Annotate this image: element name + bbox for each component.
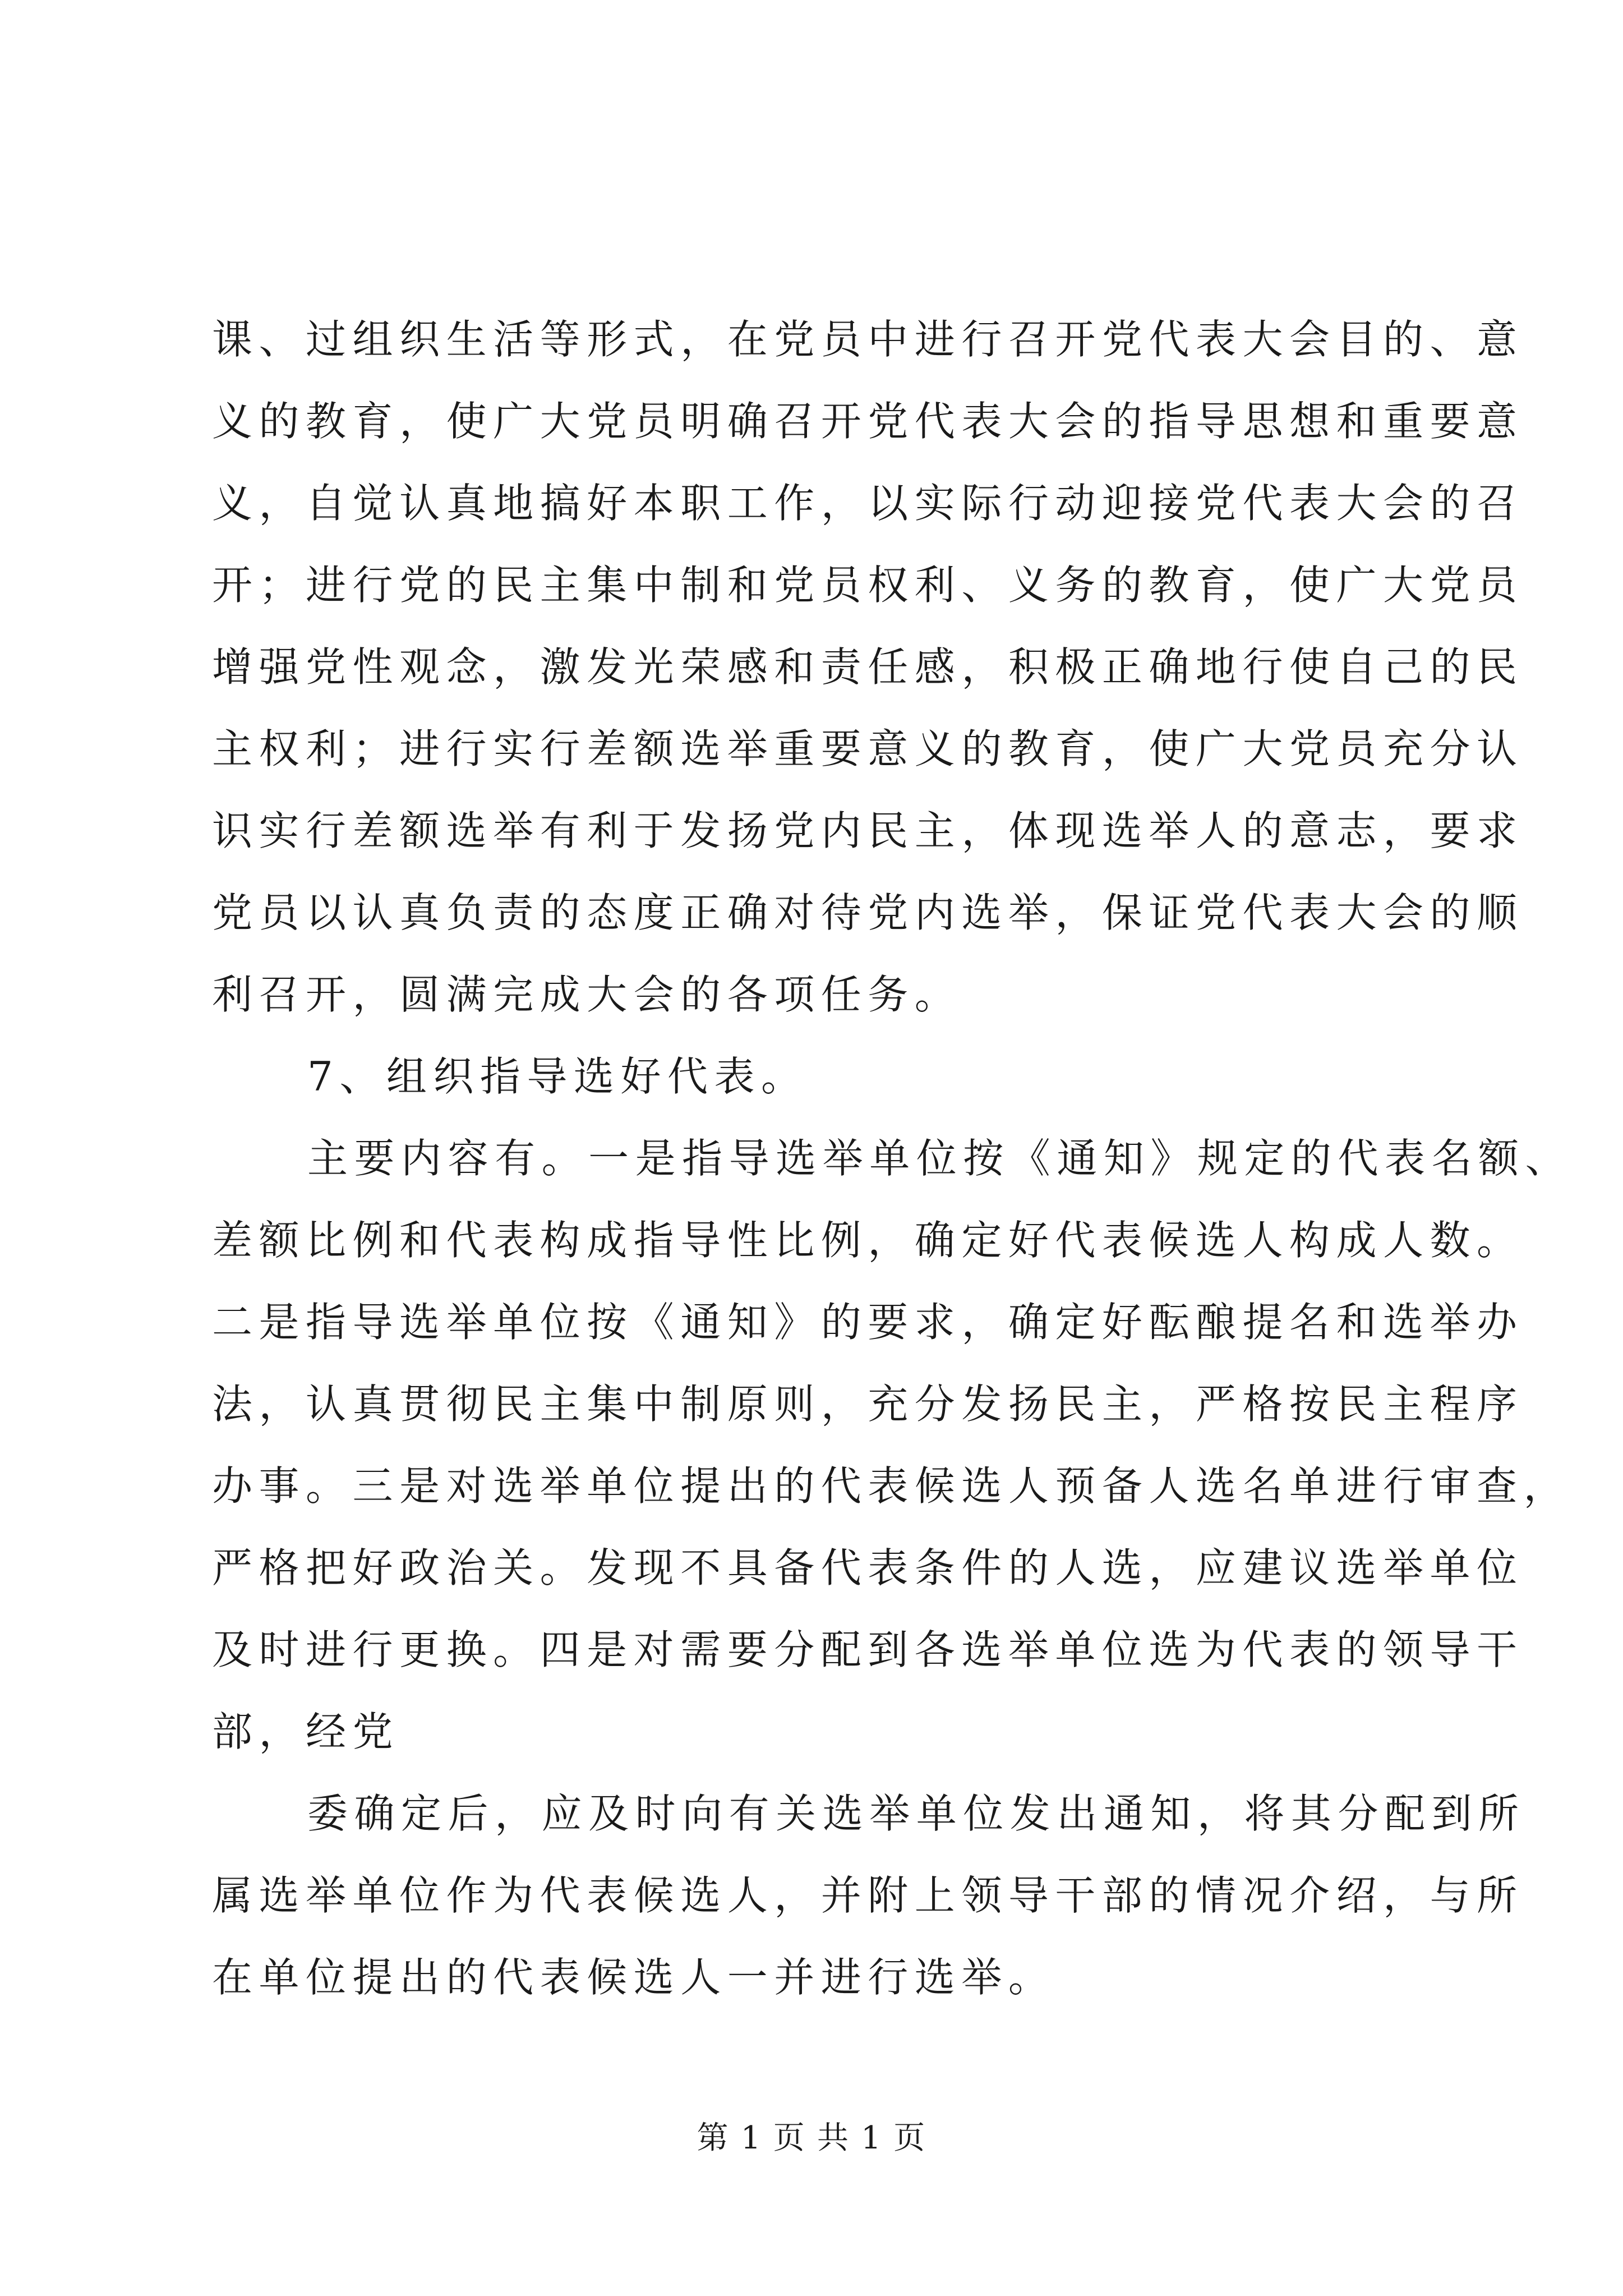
section-heading: 7、组织指导选好代表。	[307, 1053, 808, 1100]
text-line: 部，经党	[212, 1708, 400, 1755]
text-line: 开；进行党的民主集中制和党员权利、义务的教育，使广大党员	[212, 562, 1524, 609]
text-line: 义的教育，使广大党员明确召开党代表大会的指导思想和重要意	[212, 398, 1524, 445]
text-line: 二是指导选举单位按《通知》的要求，确定好酝酿提名和选举办	[212, 1299, 1524, 1346]
page-number-footer: 第 1 页 共 1 页	[697, 2120, 926, 2156]
text-line: 课、过组织生活等形式，在党员中进行召开党代表大会目的、意	[212, 316, 1524, 363]
text-line: 法，认真贯彻民主集中制原则，充分发扬民主，严格按民主程序	[212, 1381, 1524, 1428]
text-line: 增强党性观念，激发光荣感和责任感，积极正确地行使自己的民	[212, 643, 1524, 691]
text-line: 党员以认真负责的态度正确对待党内选举，保证党代表大会的顺	[212, 889, 1524, 936]
text-line: 利召开，圆满完成大会的各项任务。	[212, 971, 962, 1018]
text-line: 义，自觉认真地搞好本职工作，以实际行动迎接党代表大会的召	[212, 480, 1524, 527]
text-line: 在单位提出的代表候选人一并进行选举。	[212, 1954, 1055, 2001]
text-line: 委确定后，应及时向有关选举单位发出通知，将其分配到所	[307, 1790, 1525, 1837]
text-line: 差额比例和代表构成指导性比例，确定好代表候选人构成人数。	[212, 1217, 1524, 1264]
text-line: 严格把好政治关。发现不具备代表条件的人选，应建议选举单位	[212, 1544, 1524, 1591]
document-body	[212, 298, 1573, 2018]
text-line: 主要内容有。一是指导选举单位按《通知》规定的代表名额、	[307, 1135, 1573, 1182]
text-line: 及时进行更换。四是对需要分配到各选举单位选为代表的领导干	[212, 1626, 1524, 1673]
text-line: 属选举单位作为代表候选人，并附上领导干部的情况介绍，与所	[212, 1872, 1524, 1919]
text-line: 主权利；进行实行差额选举重要意义的教育，使广大党员充分认	[212, 725, 1524, 772]
text-line: 办事。三是对选举单位提出的代表候选人预备人选名单进行审查，	[212, 1462, 1571, 1510]
text-line: 识实行差额选举有利于发扬党内民主，体现选举人的意志，要求	[212, 807, 1524, 854]
